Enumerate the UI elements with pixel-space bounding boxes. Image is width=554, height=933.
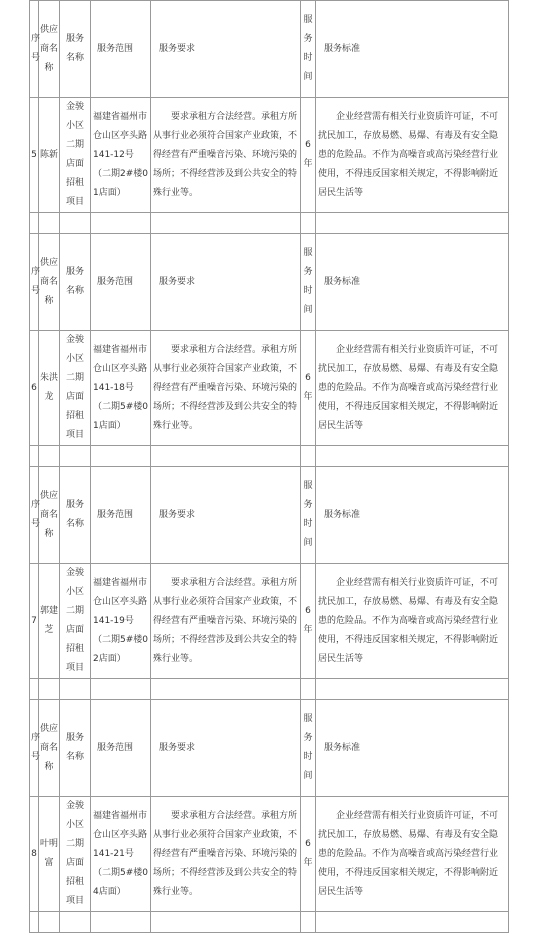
header-cell-seq: 序号 <box>30 700 39 797</box>
empty-cell <box>301 912 316 933</box>
header-cell-standard: 服务标准 <box>316 467 509 564</box>
header-cell-standard: 服务标准 <box>316 234 509 331</box>
cell-supplier: 陈新 <box>39 98 60 213</box>
empty-cell <box>30 679 39 700</box>
cell-time: 6年 <box>301 797 316 912</box>
header-cell-seq: 序号 <box>30 234 39 331</box>
empty-cell <box>316 679 509 700</box>
header-cell-seq: 序号 <box>30 467 39 564</box>
service-table <box>29 0 509 933</box>
empty-cell <box>30 213 39 234</box>
header-cell-requirement: 服务要求 <box>151 1 301 98</box>
header-cell-requirement: 服务要求 <box>151 467 301 564</box>
table-header-row <box>30 700 509 797</box>
header-cell-standard: 服务标准 <box>316 1 509 98</box>
header-cell-supplier: 供应商名称 <box>39 467 60 564</box>
cell-requirement: 要求承租方合法经营。承租方所从事行业必须符合国家产业政策，不得经营有严重噪音污染、环境污染的场所；不得经营涉及到公共安全的特殊行业等。 <box>151 797 301 912</box>
table-gap-row <box>30 446 509 467</box>
table-gap-row <box>30 679 509 700</box>
cell-time: 6年 <box>301 564 316 679</box>
empty-cell <box>60 446 91 467</box>
cell-scope: 福建省福州市仓山区亭头路141-19号（二期5#楼02店面） <box>91 564 151 679</box>
header-cell-requirement: 服务要求 <box>151 700 301 797</box>
table-header-row <box>30 234 509 331</box>
cell-seq: 7 <box>30 564 39 679</box>
empty-cell <box>30 912 39 933</box>
cell-scope: 福建省福州市仓山区亭头路141-21号（二期5#楼04店面） <box>91 797 151 912</box>
empty-cell <box>39 213 60 234</box>
empty-cell <box>91 679 151 700</box>
cell-service-name: 金骏小区二期店面招租项目 <box>60 98 91 213</box>
document-body <box>29 0 509 933</box>
header-cell-seq: 序号 <box>30 1 39 98</box>
header-cell-service-name: 服务名称 <box>60 1 91 98</box>
empty-cell <box>60 912 91 933</box>
cell-service-name: 金骏小区二期店面招租项目 <box>60 564 91 679</box>
header-cell-supplier: 供应商名称 <box>39 234 60 331</box>
empty-cell <box>316 213 509 234</box>
cell-supplier: 朱洪龙 <box>39 331 60 446</box>
header-cell-scope: 服务范围 <box>91 467 151 564</box>
table-gap-row <box>30 213 509 234</box>
header-cell-time: 服务时间 <box>301 234 316 331</box>
empty-cell <box>151 679 301 700</box>
empty-cell <box>151 912 301 933</box>
cell-scope: 福建省福州市仓山区亭头路141-12号（二期2#楼01店面） <box>91 98 151 213</box>
header-cell-service-name: 服务名称 <box>60 467 91 564</box>
empty-cell <box>30 446 39 467</box>
empty-cell <box>39 679 60 700</box>
empty-cell <box>151 213 301 234</box>
cell-requirement: 要求承租方合法经营。承租方所从事行业必须符合国家产业政策，不得经营有严重噪音污染、环境污染的场所；不得经营涉及到公共安全的特殊行业等。 <box>151 564 301 679</box>
cell-standard: 企业经营需有相关行业资质许可证，不可扰民加工，存放易燃、易爆、有毒及有安全隐患的危险品。不作为高噪音或高污染经营行业使用，不得违反国家相关规定，不得影响附近居民生活等 <box>316 98 509 213</box>
cell-time: 6年 <box>301 98 316 213</box>
empty-cell <box>301 679 316 700</box>
empty-cell <box>39 446 60 467</box>
header-cell-supplier: 供应商名称 <box>39 700 60 797</box>
table-row <box>30 98 509 213</box>
cell-requirement: 要求承租方合法经营。承租方所从事行业必须符合国家产业政策，不得经营有严重噪音污染、环境污染的场所；不得经营涉及到公共安全的特殊行业等。 <box>151 98 301 213</box>
cell-seq: 6 <box>30 331 39 446</box>
empty-cell <box>301 213 316 234</box>
table-row <box>30 564 509 679</box>
empty-cell <box>39 912 60 933</box>
cell-seq: 5 <box>30 98 39 213</box>
header-cell-supplier: 供应商名称 <box>39 1 60 98</box>
cell-standard: 企业经营需有相关行业资质许可证，不可扰民加工，存放易燃、易爆、有毒及有安全隐患的危险品。不作为高噪音或高污染经营行业使用，不得违反国家相关规定，不得影响附近居民生活等 <box>316 564 509 679</box>
empty-cell <box>316 912 509 933</box>
header-cell-time: 服务时间 <box>301 467 316 564</box>
empty-cell <box>151 446 301 467</box>
empty-cell <box>91 446 151 467</box>
cell-standard: 企业经营需有相关行业资质许可证，不可扰民加工，存放易燃、易爆、有毒及有安全隐患的危险品。不作为高噪音或高污染经营行业使用，不得违反国家相关规定，不得影响附近居民生活等 <box>316 797 509 912</box>
cell-scope: 福建省福州市仓山区亭头路141-18号（二期5#楼01店面） <box>91 331 151 446</box>
empty-cell <box>316 446 509 467</box>
table-header-row <box>30 467 509 564</box>
header-cell-service-name: 服务名称 <box>60 234 91 331</box>
header-cell-standard: 服务标准 <box>316 700 509 797</box>
header-cell-time: 服务时间 <box>301 1 316 98</box>
cell-supplier: 郭建芝 <box>39 564 60 679</box>
empty-cell <box>91 912 151 933</box>
table-row <box>30 331 509 446</box>
cell-standard: 企业经营需有相关行业资质许可证，不可扰民加工，存放易燃、易爆、有毒及有安全隐患的危险品。不作为高噪音或高污染经营行业使用，不得违反国家相关规定，不得影响附近居民生活等 <box>316 331 509 446</box>
table-gap-row <box>30 912 509 933</box>
header-cell-scope: 服务范围 <box>91 234 151 331</box>
header-cell-time: 服务时间 <box>301 700 316 797</box>
empty-cell <box>301 446 316 467</box>
cell-supplier: 叶明富 <box>39 797 60 912</box>
cell-requirement: 要求承租方合法经营。承租方所从事行业必须符合国家产业政策，不得经营有严重噪音污染、环境污染的场所；不得经营涉及到公共安全的特殊行业等。 <box>151 331 301 446</box>
table-header-row <box>30 1 509 98</box>
cell-seq: 8 <box>30 797 39 912</box>
empty-cell <box>60 679 91 700</box>
cell-service-name: 金骏小区二期店面招租项目 <box>60 331 91 446</box>
cell-service-name: 金骏小区二期店面招租项目 <box>60 797 91 912</box>
header-cell-scope: 服务范围 <box>91 1 151 98</box>
table-row <box>30 797 509 912</box>
header-cell-scope: 服务范围 <box>91 700 151 797</box>
empty-cell <box>91 213 151 234</box>
header-cell-requirement: 服务要求 <box>151 234 301 331</box>
empty-cell <box>60 213 91 234</box>
header-cell-service-name: 服务名称 <box>60 700 91 797</box>
cell-time: 6年 <box>301 331 316 446</box>
